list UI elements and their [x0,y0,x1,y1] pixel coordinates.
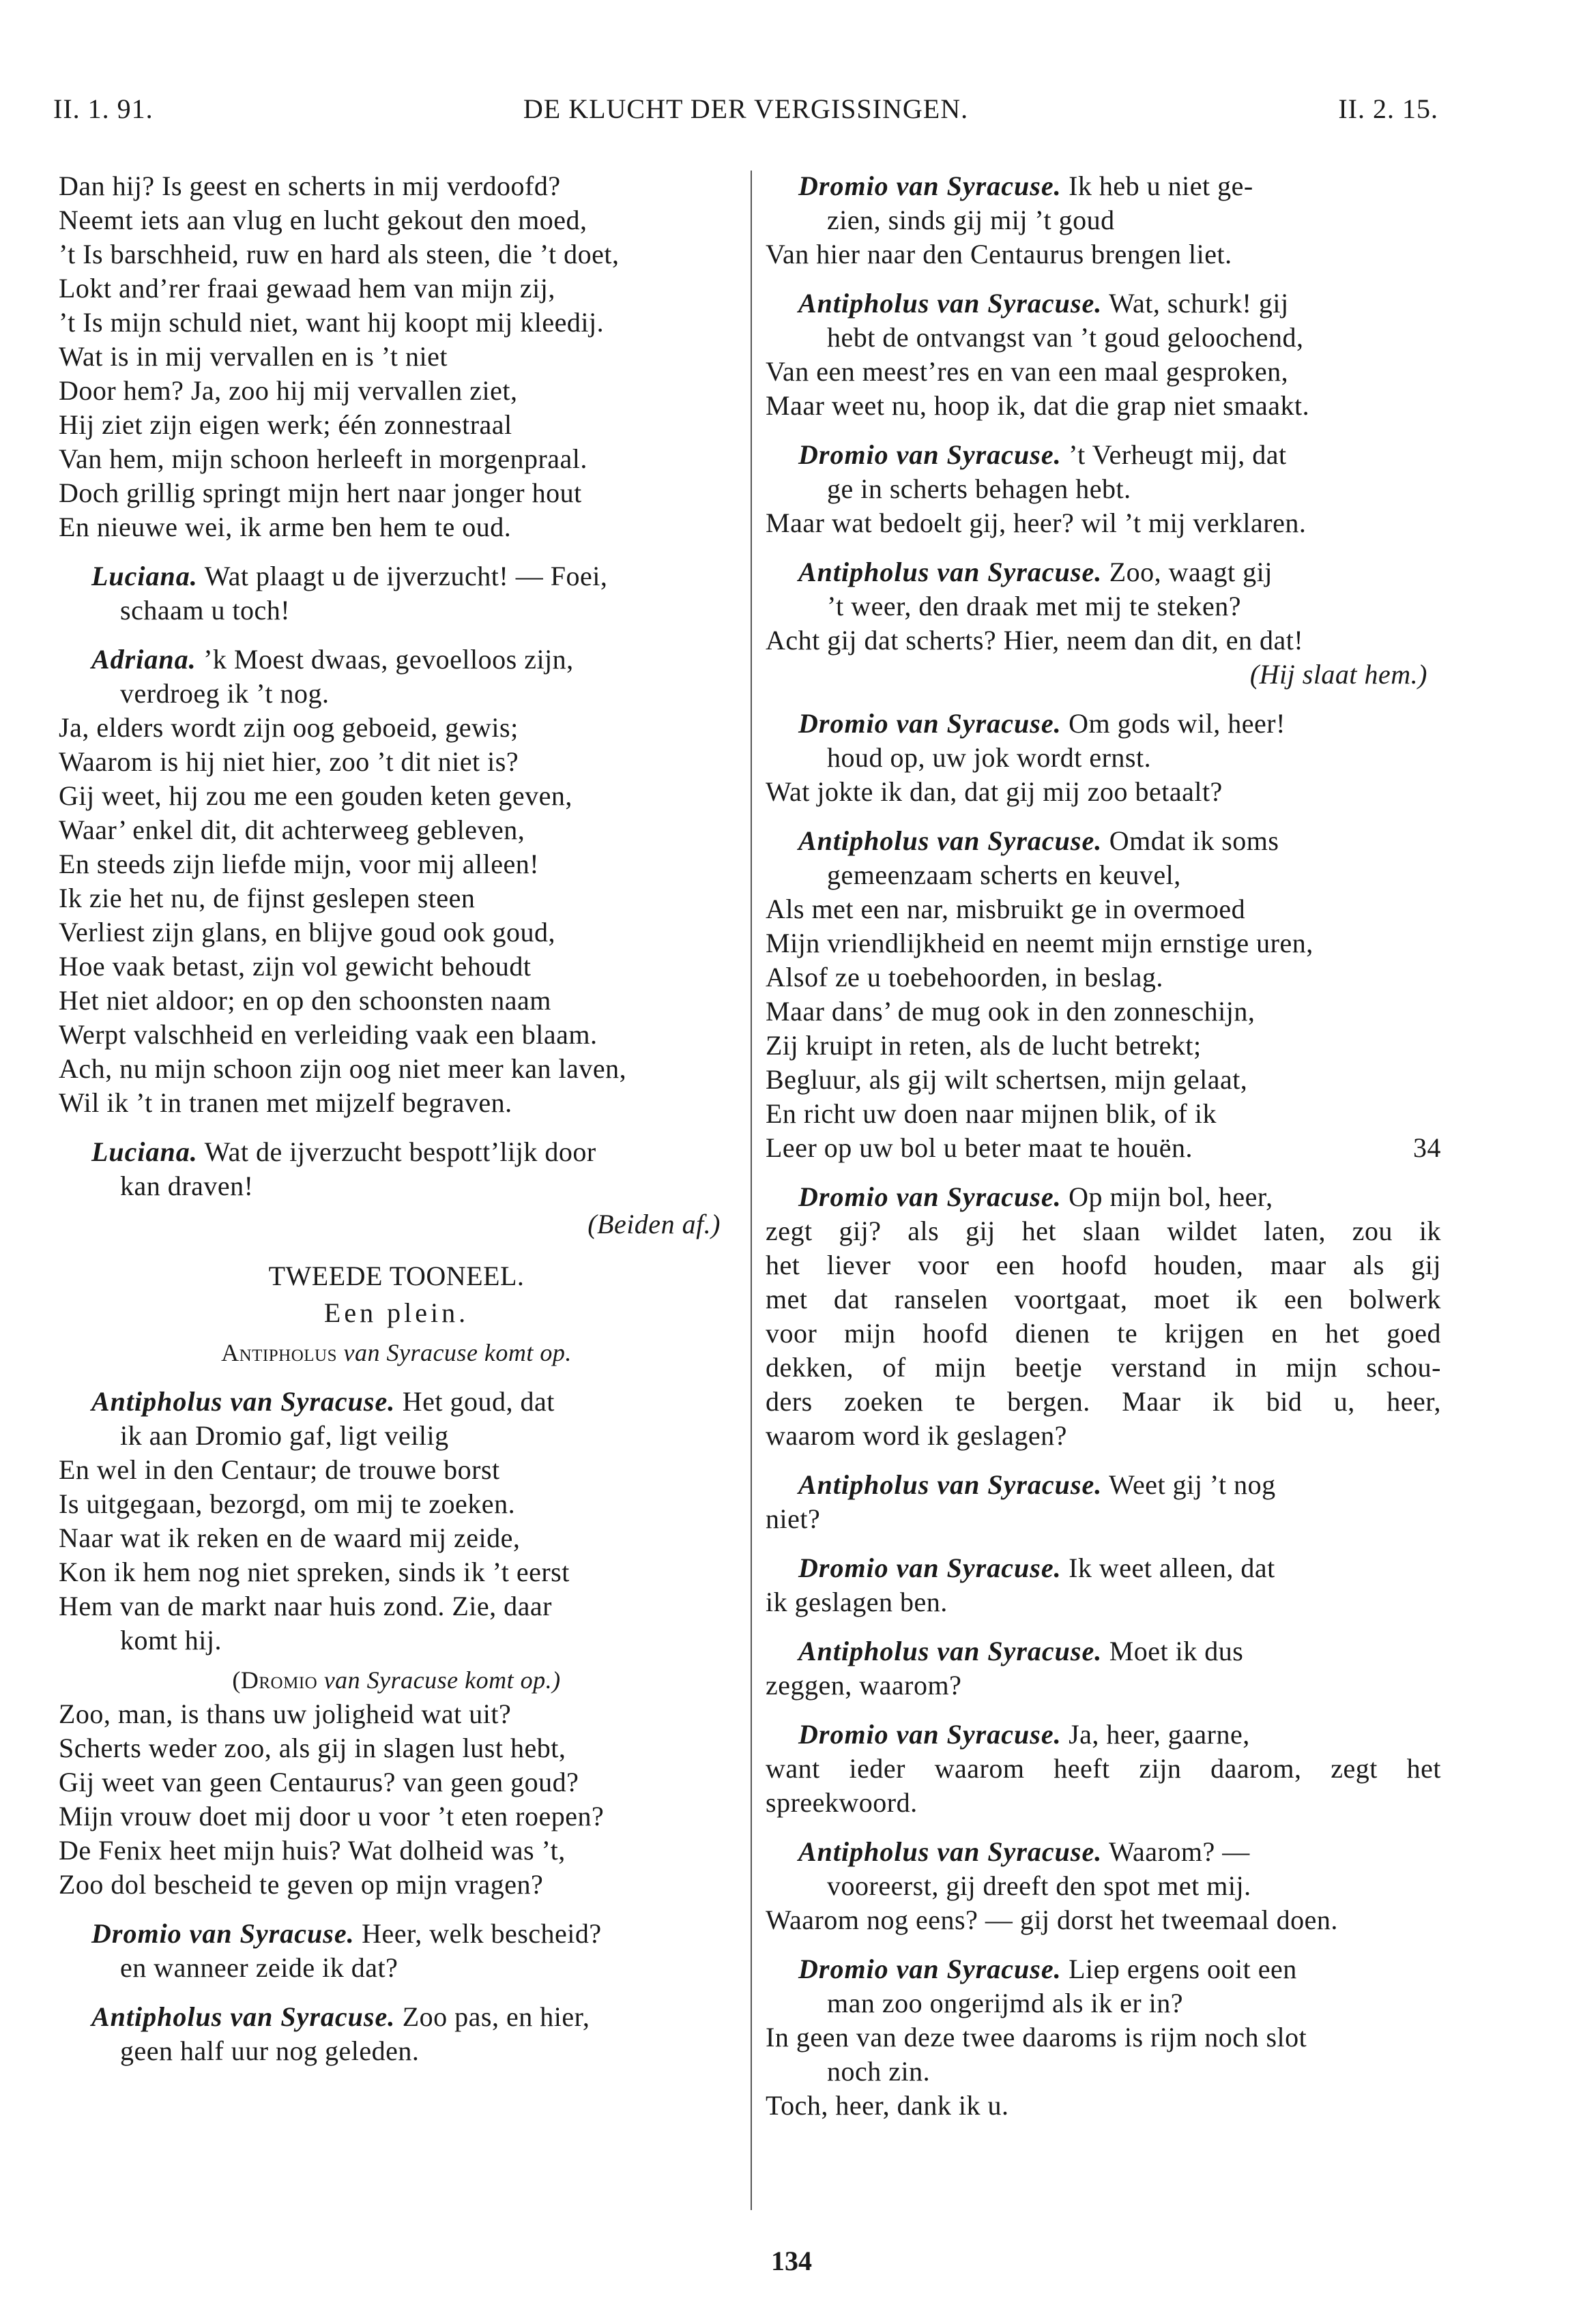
verse-line: En richt uw doen naar mijnen blik, of ik [766,1098,1217,1129]
verse-line: En steeds zijn liefde mijn, voor mij alleen! [59,849,540,879]
speech-continuation-line: verdroeg ik ’t nog. [120,678,330,709]
right-column [766,169,1441,2123]
speech-text: Weet gij ’t nog [1109,1469,1276,1500]
speaker-name: Antipholus van Syracuse. [798,557,1103,587]
prose-line: het liever voor een hoofd houden, maar als gij [766,1250,1441,1280]
speech-text: Om gods wil, heer! [1069,708,1286,739]
character-name: (Dromio [232,1666,318,1694]
text-block-speech [59,2000,734,2068]
speaker-name: Antipholus van Syracuse. [798,1636,1103,1666]
running-header [53,92,1438,126]
speech-first-line [766,438,1441,472]
speech-continuation-line: ’t weer, den draak met mij te steken? [827,591,1242,621]
verse-line: Neemt iets aan vlug en lucht gekout den moed, [59,205,587,235]
speech-continuation-line: en wanneer zeide ik dat? [120,1952,398,1983]
text-block-speech [766,169,1441,271]
speech-continuation-line: houd op, uw jok wordt ernst. [827,742,1152,773]
verse-line: In geen van deze twee daaroms is rijm noch slot [766,2022,1307,2053]
verse-line: Waarom is hij niet hier, zoo ’t dit niet is? [59,746,519,777]
verse-line: Door hem? Ja, zoo hij mij vervallen ziet, [59,375,518,406]
speech-continuation-line: kan draven! [120,1171,254,1201]
verse-line: Wil ik ’t in tranen met mijzelf begraven. [59,1087,512,1118]
speaker-name: Dromio van Syracuse. [798,1553,1062,1583]
speech-first-line [766,169,1441,203]
text-block-speech [59,1385,734,1658]
text-block-speech [59,643,734,1120]
speech-continuation-line: vooreerst, gij dreeft den spot met mij. [827,1870,1251,1901]
page-number: 134 [771,2246,812,2276]
verse-line: Hij ziet zijn eigen werk; één zonnestraal [59,409,512,440]
speech-text: Heer, welk bescheid? [362,1918,602,1949]
verse-line: Ik zie het nu, de fijnst geslepen steen [59,883,476,913]
speech-text: Wat, schurk! gij [1109,288,1289,319]
prose-line: niet? [766,1503,821,1534]
speech-first-line [59,1917,734,1951]
speech-text: Ja, heer, gaarne, [1069,1719,1250,1750]
speaker-name: Dromio van Syracuse. [798,439,1062,470]
verse-line: Wat jokte ik dan, dat gij mij zoo betaalt? [766,776,1223,807]
verse-line: Het niet aldoor; en op den schoonsten naam [59,985,551,1016]
speaker-name: Adriana. [91,644,197,675]
speech-text: Ik heb u niet ge- [1069,171,1253,201]
speaker-name: Antipholus van Syracuse. [798,1469,1103,1500]
speaker-name: Dromio van Syracuse. [798,171,1062,201]
speech-first-line [766,1551,1441,1585]
verse-line: Acht gij dat scherts? Hier, neem dan dit, en dat! [766,625,1304,656]
speech-text: Zoo pas, en hier, [402,2001,590,2032]
verse-line: De Fenix heet mijn huis? Wat dolheid was ’t, [59,1835,566,1866]
text-block-speech [59,1917,734,1985]
speech-text: Het goud, dat [402,1386,555,1417]
verse-line: Wat is in mij vervallen en is ’t niet [59,341,448,372]
text-block-prose [766,1718,1441,1820]
verse-line: Ja, elders wordt zijn oog geboeid, gewis; [59,712,519,743]
speech-text: Omdat ik soms [1109,825,1279,856]
verse-line: Maar weet nu, hoop ik, dat die grap niet smaakt. [766,390,1310,421]
speech-text: Waarom? — [1109,1836,1250,1867]
text-block-direction [766,658,1441,692]
verse-line: Van hem, mijn schoon herleeft in morgenpraal. [59,443,587,474]
stage-direction: (Hij slaat hem.) [1249,659,1427,690]
verse-line: Zoo, man, is thans uw joligheid wat uit? [59,1698,512,1729]
speech-first-line [766,1180,1441,1214]
speech-text: ’t Verheugt mij, dat [1069,439,1287,470]
header-section-ref-right: II. 2. 15. [1338,93,1438,124]
text-block-speech [59,1135,734,1203]
text-block-heading [59,1259,734,1293]
speech-continuation-line: noch zin. [827,2056,931,2087]
speech-text: Ik weet alleen, dat [1069,1553,1275,1583]
speaker-name: Dromio van Syracuse. [798,1181,1062,1212]
speech-text: Wat plaagt u de ijverzucht! — Foei, [204,561,608,591]
verse-line: Begluur, als gij wilt schertsen, mijn gelaat, [766,1064,1248,1095]
speech-text: Liep ergens ooit een [1069,1954,1297,1984]
stage-direction: (Beiden af.) [587,1209,721,1239]
character-name: Antipholus [221,1339,337,1366]
scene-location: Een plein. [323,1297,469,1328]
verse-line: ’t Is barschheid, ruw en hard als steen, die ’t doet, [59,239,620,269]
speech-first-line [59,643,734,677]
text-block-speech [766,707,1441,809]
verse-line-numbered [766,1131,1441,1165]
speaker-name: Antipholus van Syracuse. [798,288,1103,319]
text-block-direction [59,1207,734,1241]
verse-line: Zij kruipt in reten, als de lucht betrekt; [766,1030,1202,1061]
line-number: 34 [1413,1132,1441,1163]
column-divider [751,171,752,2210]
verse-line: Werpt valschheid en verleiding vaak een blaam. [59,1019,598,1050]
verse-line: Van hier naar den Centaurus brengen liet. [766,239,1232,269]
speaker-name: Dromio van Syracuse. [798,1954,1062,1984]
speech-first-line [766,555,1441,589]
text-block-stage [59,1336,734,1370]
text-block-speech [766,1952,1441,2123]
speech-continuation-line: hebt de ontvangst van ’t goud geloochend, [827,322,1304,353]
speech-continuation-line: zien, sinds gij mij ’t goud [827,205,1115,235]
prose-line: voor mijn hoofd dienen te krijgen en het goed [766,1318,1441,1349]
speech-continuation-line: komt hij. [120,1625,222,1656]
speaker-name: Luciana. [91,1136,198,1167]
prose-line: ik geslagen ben. [766,1587,948,1617]
prose-line: met dat ranselen voortgaat, moet ik een bolwerk [766,1284,1441,1314]
speech-first-line [766,1634,1441,1668]
verse-line: Gij weet, hij zou me een gouden keten geven, [59,780,572,811]
text-block-speech [766,286,1441,423]
verse-line: Kon ik hem nog niet spreken, sinds ik ’t eerst [59,1557,570,1587]
speech-text: Op mijn bol, heer, [1069,1181,1273,1212]
text-block-prose [766,1468,1441,1536]
speaker-name: Antipholus van Syracuse. [798,1836,1103,1867]
speech-continuation-line: man zoo ongerijmd als ik er in? [827,1988,1184,2018]
speaker-name: Dromio van Syracuse. [798,708,1062,739]
text-block-stage [59,1663,734,1697]
verse-line: En nieuwe wei, ik arme ben hem te oud. [59,512,512,542]
speech-text: Moet ik dus [1109,1636,1244,1666]
text-block-prose [766,1634,1441,1703]
text-block-prose [766,1551,1441,1619]
speech-first-line [59,1135,734,1169]
verse-line: Leer op uw bol u beter maat te houën. [766,1132,1193,1163]
speech-first-line [766,824,1441,858]
verse-line: Hoe vaak betast, zijn vol gewicht behoudt [59,951,532,982]
left-column [59,169,734,2068]
stage-entrance [59,1336,734,1370]
prose-line: zeggen, waarom? [766,1670,962,1701]
speaker-name: Antipholus van Syracuse. [91,2001,396,2032]
text-block-verse [59,169,734,544]
stage-text: van Syracuse komt op.) [323,1666,561,1694]
speech-text: ’k Moest dwaas, gevoelloos zijn, [203,644,574,675]
speech-continuation-line: gemeenzaam scherts en keuvel, [827,859,1181,890]
verse-line: Ach, nu mijn schoon zijn oog niet meer kan laven, [59,1053,627,1084]
text-block-speech [766,1835,1441,1937]
verse-line: Mijn vrouw doet mij door u voor ’t eten roepen? [59,1801,605,1832]
verse-line: Alsof ze u toebehoorden, in beslag. [766,962,1163,992]
verse-line: En wel in den Centaur; de trouwe borst [59,1454,500,1485]
speech-first-line [766,286,1441,321]
verse-line: Maar dans’ de mug ook in den zonneschijn, [766,996,1255,1027]
prose-line: dekken, of mijn beetje verstand in mijn schou- [766,1352,1441,1383]
verse-line: Maar wat bedoelt gij, heer? wil ’t mij verklaren. [766,508,1307,538]
speech-first-line [766,1718,1441,1752]
speech-first-line [766,1952,1441,1986]
text-block-verse [59,1697,734,1902]
text-block-speech [59,559,734,628]
verse-line: Toch, heer, dank ik u. [766,2090,1009,2121]
verse-line: Dan hij? Is geest en scherts in mij verdoofd? [59,171,561,201]
speech-text: Zoo, waagt gij [1109,557,1273,587]
verse-line: ’t Is mijn schuld niet, want hij koopt mij kleedij. [59,307,605,338]
speech-continuation-line: schaam u toch! [120,595,291,626]
prose-line: spreekwoord. [766,1787,918,1818]
speech-continuation-line: geen half uur nog geleden. [120,2035,420,2066]
running-title: DE KLUCHT DER VERGISSINGEN. [523,93,969,124]
speech-first-line [766,1468,1441,1502]
verse-line: Scherts weder zoo, als gij in slagen lust hebt, [59,1733,566,1763]
speaker-name: Luciana. [91,561,198,591]
text-block-speech [766,438,1441,540]
scene-heading: TWEEDE TOONEEL. [268,1261,525,1291]
speech-first-line [766,1835,1441,1869]
stage-entrance [59,1663,734,1697]
prose-line: ders zoeken te bergen. Maar ik bid u, heer, [766,1386,1441,1417]
verse-line: Waarom nog eens? — gij dorst het tweemaal doen. [766,1904,1338,1935]
verse-line: Waar’ enkel dit, dit achterweeg gebleven, [59,814,525,845]
speech-continuation-line: ge in scherts behagen hebt. [827,473,1131,504]
speaker-name: Antipholus van Syracuse. [798,825,1103,856]
verse-line: Lokt and’rer fraai gewaad hem van mijn zij, [59,273,555,304]
speech-first-line [59,1385,734,1419]
verse-line: Is uitgegaan, bezorgd, om mij te zoeken. [59,1488,516,1519]
text-block-prose [766,1180,1441,1453]
speech-first-line [59,559,734,593]
speaker-name: Dromio van Syracuse. [798,1719,1062,1750]
prose-line: zegt gij? als gij het slaan wildet laten, zou ik [766,1216,1441,1246]
speaker-name: Antipholus van Syracuse. [91,1386,396,1417]
verse-line: Als met een nar, misbruikt ge in overmoed [766,894,1246,924]
text-block-subheading [59,1296,734,1330]
verse-line: Gij weet van geen Centaurus? van geen goud? [59,1767,579,1797]
speech-first-line [59,2000,734,2034]
verse-line: Naar wat ik reken en de waard mij zeide, [59,1523,521,1553]
verse-line: Hem van de markt naar huis zond. Zie, daar [59,1591,552,1621]
speech-continuation-line: ik aan Dromio gaf, ligt veilig [120,1420,449,1451]
prose-line: waarom word ik geslagen? [766,1420,1067,1451]
prose-line: want ieder waarom heeft zijn daarom, zegt het [766,1753,1441,1784]
speech-first-line [766,707,1441,741]
text-block-speech [766,555,1441,658]
verse-line: Doch grillig springt mijn hert naar jonger hout [59,477,582,508]
text-block-speech [766,824,1441,1165]
stage-text: van Syracuse komt op. [343,1339,572,1366]
speech-text: Wat de ijverzucht bespott’lijk door [204,1136,596,1167]
verse-line: Van een meest’res en van een maal gesproken, [766,356,1289,387]
verse-line: Zoo dol bescheid te geven op mijn vragen? [59,1869,544,1900]
verse-line: Mijn vriendlijkheid en neemt mijn ernstige uren, [766,928,1313,958]
speaker-name: Dromio van Syracuse. [91,1918,355,1949]
verse-line: Verliest zijn glans, en blijve goud ook goud, [59,917,555,947]
header-section-ref-left: II. 1. 91. [53,93,154,124]
